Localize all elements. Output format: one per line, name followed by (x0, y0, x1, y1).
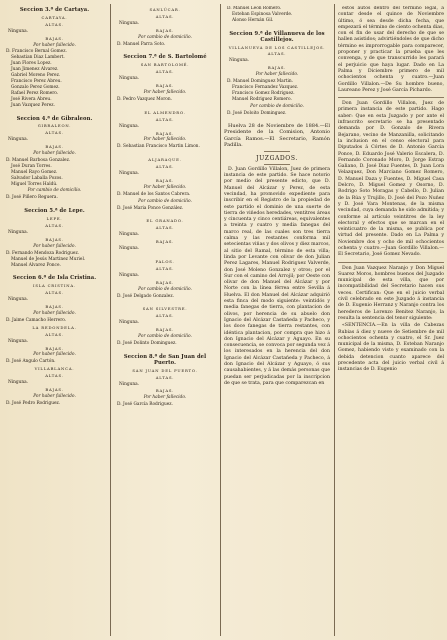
list-item: D. José García Rodriguez. (117, 402, 173, 408)
ninguna-text: Ninguna. (8, 28, 29, 34)
list-item: D. José Maria Ponce González. (117, 205, 184, 211)
column-3 (224, 6, 330, 636)
bajas-label: BAJAS. (45, 35, 64, 41)
list-item: D. Manuel Dominguez Martin. (227, 79, 293, 85)
ninguna-text: Ninguna. (119, 123, 140, 129)
name-list (3, 49, 106, 108)
fallecido-label: Por haber fallecido. (143, 184, 187, 190)
town-heading: EL GRANADO. (146, 218, 184, 224)
town-heading: EL ALMENDRO. (144, 109, 186, 115)
ninguna-text: Ninguna. (8, 137, 29, 143)
ninguna-text: Ninguna. (119, 76, 140, 82)
list-item: D. Manuel de los Santos Cabrera. (117, 191, 191, 197)
list-item: Francisco Gomez Rodriguez. (232, 90, 295, 96)
list-item: Juan Flores Lopez. (11, 61, 52, 67)
list-item: Manuel Rodriguez Romero. (232, 96, 292, 102)
altas-label: ALTAS. (155, 313, 175, 319)
list-item: Manuel de Jesús Martinez Muriel. (11, 256, 86, 262)
town-heading: LEPE. (46, 216, 63, 222)
name-list (224, 79, 330, 103)
ninguna-text: Ninguna. (119, 246, 140, 252)
bajas-label: BAJAS. (45, 386, 64, 392)
list-item: D. José Dolinto Dominguez. (117, 340, 177, 346)
list-item: Sebastian Diaz Lambert. (11, 55, 65, 61)
name-list (3, 251, 106, 269)
list-item: Manuel Alvarez Ponce. (11, 262, 61, 268)
list-item: D. José Angulo Cartón. (6, 359, 56, 365)
edict-paragraph: Don Juan Vazquez Naranjo y Don Miguel Suarez Moros, hombres buenos del Juzgado municipal de esta villa, que por incompatibilidad del Secretario hacen sus veces. Certifican: Que en el juicio verbal civil celebrado en este Juzgado á instancia de D. Eugenio Herranz y Naranjo contra los herederos de Lorenzo Benitez Naranjo, la resulta la sentencia del tenor siguiente: (338, 265, 444, 321)
ninguna-text: Ninguna. (119, 232, 140, 238)
list-item: Salvador Laballa Pozos. (11, 175, 63, 181)
town-heading: SAN BARTOLOMÉ. (140, 62, 190, 68)
section-heading: Seccion 8.ª de San Juan del Puerto. (123, 353, 207, 366)
column-4 (338, 6, 444, 636)
town-heading: LA REDONDELA. (32, 324, 77, 330)
bajas-label: BAJAS. (45, 345, 64, 351)
fallecido-label: Por haber fallecido. (33, 352, 76, 358)
town-heading: SAN JUAN DEL PUERTO. (132, 367, 198, 373)
cambio-domicilio-label: Por cambio de domicilio. (138, 34, 192, 40)
list-item: Esteban Espinosa Valverde. (232, 11, 293, 17)
ninguna-text: Ninguna. (229, 58, 250, 64)
divider (264, 151, 290, 152)
altas-label: ALTAS. (155, 374, 175, 380)
list-item: D. Manuel Parra Soto. (117, 41, 166, 47)
column-rule (220, 4, 221, 636)
altas-label: ALTAS. (267, 51, 287, 57)
juzgados-heading: JUZGADOS. (256, 154, 298, 162)
column-2 (114, 6, 216, 636)
ninguna-text: Ninguna. (8, 380, 29, 386)
town-heading: CARTAYA. (41, 14, 68, 20)
edict-paragraph: D. Juan Gordillo Villalon, Juez de primera instancia de este partido. Se hace notorio por medio del presente edicto, que D. Manuel del Alcázar y Perez, de esta vecindad, ha promovido expediente para inscribir en el Registro de la propiedad de este partido el dominio de una suerte de tierra de viñedos heredades, ventitres áreas y cincuenta y cinco centiáreas, equivalentes a treinta y cuatro y media fanegas del marco real, de las cuales son tres tierra calma y las restantes conforma mil setecientas viñas y dos olivos y diez marcos, al sitio del Ramal, término de esta villa; linda por Levante con olivar de don Julian Perez Lagares, Manuel Rodriguez Valverde, don José Moleno Gonzalez y otros; por el Sur con el camino del Arrojil; por Oeste con olivar de don Manuel del Alcázar y por Norte con la línea férrea entre Sevilla á Huelva. El don Manuel del Alcázar adquirió esta finca del modo siguiente: veintidós y media fanegas de tierra, con plantacion de olivos, por herencia de su abuelo don Ignacio del Alcázar Castañeda y Pacheco, y los doce fanegas de tierra restantes, con idéntica plantacion, por compra que hizo á don Ignacio del Alcázar y Aguayo. En su consecuencia, se convoca por segunda vez á los interesados en la herencia del don Ignacio del Alcázar Castañeda y Pacheco, á don Ignacio del Alcázar y Aguayo, ó sus causahabientes, y á las demás personas que puedan ser perjudicadas por la inscripcion de que se trata, para que comparezcan en (224, 166, 330, 386)
altas-label: ALTAS. (45, 290, 64, 296)
list-item: D. Fernando Mendoza Rodriguez. (6, 250, 80, 256)
bajas-label: BAJAS. (155, 83, 175, 89)
fallecido-label: Por haber fallecido. (255, 72, 299, 78)
list-item: Juan Vazquez Perez. (11, 102, 55, 108)
list-item: Francisco Fernandez Vazquez. (232, 84, 299, 90)
section-heading: Seccion 5.ª de Lepe. (24, 208, 85, 215)
sentence-paragraph: «SENTENCIA.—En la villa de Cabezas Rubias á diez y nueve de Setiembre de mil ochocientos ochenta y cuatro, el Sr. Juez municipal de la misma, D. Esteban Naranjo Gomez, habiendo visto y examinado con la debida detencion cuanto aparece del precedente acta del juicio verbal civil á instancias de D. Eugenio (338, 323, 444, 373)
bajas-label: BAJAS. (155, 388, 175, 394)
list-item: D. Sebastian Francisco Martin Limon. (117, 144, 200, 150)
bajas-label: BAJAS. (155, 239, 175, 245)
list-item: Manuel Rayo Gomez. (11, 169, 58, 175)
section-heading: Seccion 9.ª de Villanueva de los Castillejos. (229, 30, 325, 43)
divider (338, 262, 444, 263)
name-list (3, 158, 106, 188)
fallecido-label: Por haber fallecido. (33, 310, 76, 316)
name-list (224, 6, 330, 24)
fallecido-label: Por haber fallecido. (143, 137, 187, 143)
list-item: José Duran Torres. (11, 163, 52, 169)
edict-paragraph: Don Juan Gordillo Villalon, Juez de primera instancia de este partido. Hago saber: Que en esta Juzgado y por ante el infrascrito secretario se ha presentado demanda por D. Gonzalo de Rivera Bejarano, vecino de Manzanilla, solicitando la inclusion en el censo electoral para Diputados á Córtes de D. Antonio Garcia Ponce, D. Eduardo José Valerio Escalera, D. Fernando Coronado Moro, D. Jorge Estrap Galiano, D. José Diaz Fuentes, D. Juan Lora Velazquez, Don Marciano Gomez Romero, D. Manuel Daza y Fuentes, D. Miguel Casa Delcro, D. Miguel Gomez y Osorno, D. Rodrigo Soto Moragas y Cabello, D. Julian de la Rúa y Trujillo, D. José del Pozo Nuñez y D. José Vara Montenas, de la misma vecindad, cuya demanda he sido admitida; y conforme al artículo veintitres de la ley electoral y efectos que se marcan en el veinticuatro de la misma, se publica por virtud del presente. Dado en La Palma y Noviembre dos y ocho de mil ochocientos ochenta y cuatro.—Juan Gordillo Villalon.—El Secretario, José Gomez Nevado. (338, 101, 444, 258)
list-item: Rafael Perez Romero. (11, 90, 59, 96)
ninguna-text: Ninguna. (8, 338, 29, 344)
signature-paragraph: Huelva 28 de Noviembre de 1884.—El Presidente de la Comision, Antonio García Ramos.—El Secretario, Ramón Padilla. (224, 122, 330, 149)
bajas-label: BAJAS. (155, 130, 175, 136)
list-item: D. Jaime Camacho Herrero. (6, 317, 67, 323)
list-item: Miguel Torres Haldú. (11, 181, 58, 187)
section-heading: Seccion 6.ª de Isla Cristina. (12, 275, 97, 282)
cambio-domicilio-label: Por cambio de domicilio. (138, 198, 192, 204)
town-heading: SANLÚCAR. (149, 7, 181, 12)
altas-label: ALTAS. (45, 373, 64, 379)
ninguna-text: Ninguna. (119, 272, 140, 278)
section-heading: Seccion 4.ª de Gibraleon. (16, 115, 93, 122)
ninguna-text: Ninguna. (119, 20, 140, 26)
town-heading: SAN SILVESTRE. (142, 306, 188, 312)
town-heading: GIBRALEON. (37, 123, 72, 129)
list-item: Alonso Hernán Gil. (232, 17, 274, 23)
section-heading: Seccion 7.ª de S. Bartolomé (123, 54, 207, 61)
bajas-label: BAJAS. (45, 304, 64, 310)
cambio-domicilio-label: Por cambio de domicilio. (250, 103, 304, 109)
fallecido-label: Por haber fallecido. (143, 89, 187, 95)
cambio-domicilio-label: Por cambio de domicilio. (27, 188, 82, 194)
altas-label: ALTAS. (45, 21, 64, 27)
section-heading: Seccion 3.ª de Cartaya. (19, 7, 90, 13)
list-item: D. José Delgado Gonzalez. (117, 293, 174, 299)
ninguna-text: Ninguna. (119, 171, 140, 177)
ninguna-text: Ninguna. (8, 230, 29, 235)
edict-paragraph: estos autos dentro del término legal, á contar desde el quince de Noviembre último, ó sea desde dicha fecha, que empezará el término de ciento ochenta dias, con el fin de usar del derecho de que se hallen asistidos; advirtiéndoles de que dicho término es improrrogable para comparecer, proponer y practicar la prueba que les convenga, y de que transcurrido les parará el perjuicio que haya lugar. Dado en La Palma y Diciembre primero de mil ochocientos ochenta y cuatro.—Juan Gordillo Villalon.—De Su hombre bueno, Laureano Perez y José García Pichardo. (338, 6, 444, 93)
column-rule (110, 4, 111, 636)
bajas-label: BAJAS. (155, 279, 175, 285)
divider (338, 97, 444, 98)
altas-label: ALTAS. (155, 225, 175, 231)
ninguna-text: Ninguna. (8, 297, 29, 303)
column-rule (334, 4, 335, 636)
list-item: D. Manuel Leon Romero. (227, 6, 282, 11)
town-heading: VILLABLANCA. (34, 366, 75, 372)
list-item: Gabriel Moreno Perez. (11, 73, 61, 79)
list-item: Gonzalo Perez Gomez. (11, 84, 60, 90)
list-item: D. José Piñero Reguera. (6, 195, 58, 201)
fallecido-label: Por haber fallecido. (33, 42, 76, 48)
town-heading: ALJARAQUE. (148, 157, 182, 163)
column-1 (3, 6, 106, 636)
bajas-label: BAJAS. (45, 144, 64, 150)
cambio-domicilio-label: Por cambio de domicilio. (138, 286, 192, 292)
altas-label: ALTAS. (155, 69, 175, 75)
altas-label: ALTAS. (155, 164, 175, 170)
fallecido-label: Por haber fallecido. (33, 243, 76, 249)
list-item: D. Francisco Bernal Gomez. (6, 49, 67, 55)
bajas-label: BAJAS. (155, 27, 175, 33)
list-item: D. José Pedro Rodriguez. (6, 400, 61, 406)
list-item: Juan Jimenez Alvarez. (11, 67, 59, 73)
list-item: Francisco Perez Abreu. (11, 78, 62, 84)
bajas-label: BAJAS. (155, 177, 175, 183)
bajas-label: BAJAS. (155, 327, 175, 333)
bajas-label: BAJAS. (267, 65, 287, 71)
list-item: D. José Doloito Dominguez. (227, 110, 287, 116)
town-heading: ISLA CRISTINA. (33, 283, 76, 289)
fallecido-label: Por haber fallecido. (33, 393, 76, 399)
ninguna-text: Ninguna. (119, 381, 140, 387)
altas-label: ALTAS. (155, 265, 175, 271)
altas-label: ALTAS. (45, 331, 64, 337)
town-heading: VILLANUEVA DE LOS CASTILLEJOS. (228, 44, 326, 50)
altas-label: ALTAS. (155, 13, 175, 19)
town-heading: PALOS. (155, 259, 175, 264)
ninguna-text: Ninguna. (119, 320, 140, 326)
list-item: D. Manuel Barbosa Gonzalez. (6, 157, 71, 163)
list-item: José Rivera Abreu. (11, 96, 52, 102)
cambio-domicilio-label: Por cambio de domicilio. (138, 334, 192, 340)
fallecido-label: Por haber fallecido. (33, 151, 76, 157)
list-item: D. Pedro Vazquez Moron. (117, 96, 173, 102)
altas-label: ALTAS. (155, 116, 175, 122)
altas-label: ALTAS. (45, 130, 64, 136)
fallecido-label: Por haber fallecido. (143, 395, 187, 401)
altas-label: ALTAS. (45, 223, 64, 229)
divider (264, 164, 290, 165)
bajas-label: BAJAS. (45, 236, 64, 242)
